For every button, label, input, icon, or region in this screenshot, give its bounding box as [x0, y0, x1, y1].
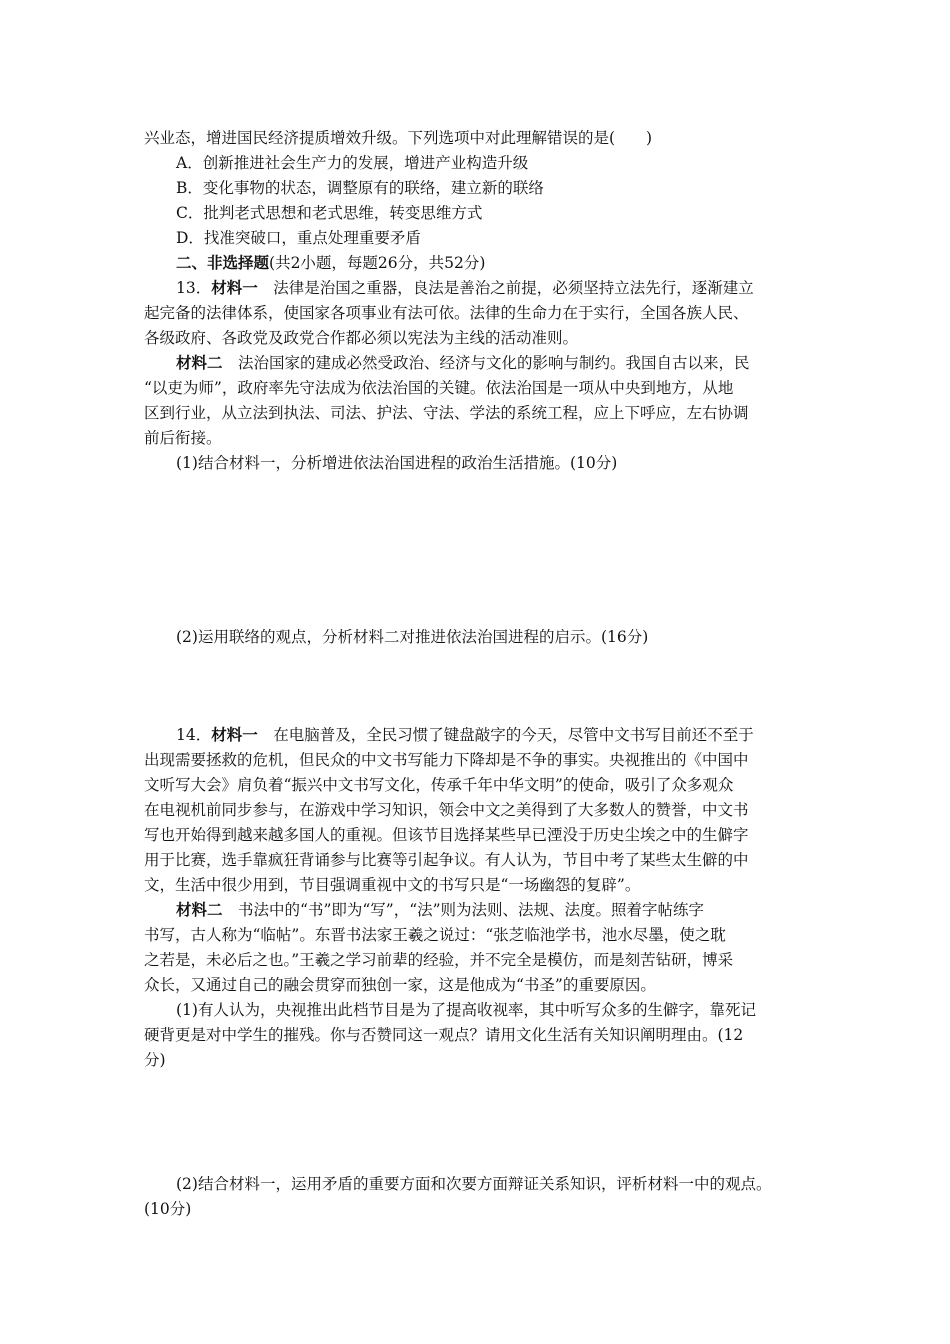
- q13-material2-line: [176, 351, 814, 375]
- q13-subquestion-1: (1)结合材料一，分析增进依法治国进程的政治生活措施。(10分): [176, 454, 618, 472]
- q14-subquestion-1-cont: 分): [144, 1051, 166, 1069]
- q14-material2-text: 众长，又通过自己的融会贯穿而独创一家，这是他成为“书圣”的重要原因。: [144, 976, 656, 994]
- q13-material2-text: 前后衔接。: [144, 429, 222, 447]
- q13-material1-text: 法律是治国之重器，良法是善治之前提，必须坚持立法先行，逐渐建立: [257, 279, 754, 297]
- q13-material1-text: 起完备的法律体系，使国家各项事业有法可依。法律的生命力在于实行，全国各族人民、: [144, 304, 749, 322]
- q14-material1-line: [176, 723, 814, 747]
- q14-material1-text: 文，生活中很少用到，节目强调重视中文的书写只是“一场幽怨的复辟”。: [144, 876, 641, 894]
- q12-option-d: D．找准突破口，重点处理重要矛盾: [176, 229, 421, 247]
- q14-material1-text: 在电视机前同步参与，在游戏中学习知识，领会中文之美得到了大多数人的赞誉，中文书: [144, 801, 749, 819]
- q12-stem-tail: 兴业态，增进国民经济提质增效升级。下列选项中对此理解错误的是( ): [144, 129, 653, 147]
- q13-subquestion-2: (2)运用联络的观点，分析材料二对推进依法治国进程的启示。(16分): [176, 628, 649, 646]
- q12-option-c: C．批判老式思想和老式思维，转变思维方式: [176, 204, 483, 222]
- section2-note: (共2小题，每题26分，共52分): [269, 254, 486, 272]
- q14-material2-text: 书写，古人称为“临帖”。东晋书法家王羲之说过：“张芝临池学书，池水尽墨，使之耽: [144, 926, 726, 944]
- q14-material1-label: 材料一: [211, 725, 258, 744]
- q14-number: 14．: [176, 726, 212, 744]
- q14-subquestion-2: (2)结合材料一，运用矛盾的重要方面和次要方面辩证关系知识，评析材料一中的观点。: [176, 1175, 772, 1193]
- q14-material2-text: 之若是，未必后之也。”王羲之学习前辈的经验，并不完全是模仿，而是刻苦钻研，博采: [144, 951, 734, 969]
- q14-material2-line: [176, 898, 814, 922]
- q13-material2-text: 法治国家的建成必然受政治、经济与文化的影响与制约。我国自古以来，民: [222, 354, 750, 372]
- q13-number: 13．: [176, 279, 212, 297]
- section2-title: 二、非选择题: [176, 253, 270, 272]
- q14-subquestion-1-cont: 硬背更是对中学生的摧残。你与否赞同这一观点？请用文化生活有关知识阐明理由。(12: [144, 1026, 744, 1044]
- q12-option-a: A．创新推进社会生产力的发展，增进产业构造升级: [176, 154, 529, 172]
- q13-material2-label: 材料二: [176, 353, 223, 372]
- q13-material1-line: [176, 276, 814, 300]
- q14-material1-text: 写也开始得到越来越多国人的重视。但该节目选择某些早已湮没于历史尘埃之中的生僻字: [144, 826, 749, 844]
- q14-material1-text: 用于比赛，选手靠疯狂背诵参与比赛等引起争议。有人认为，节目中考了某些太生僻的中: [144, 851, 749, 869]
- q14-material1-text: 在电脑普及，全民习惯了键盘敲字的今天，尽管中文书写目前还不至于: [257, 726, 754, 744]
- q14-material1-text: 文听写大会》肩负着“振兴中文书写文化，传承千年中华文明”的使命，吸引了众多观众: [144, 776, 734, 794]
- q13-material1-label: 材料一: [211, 278, 258, 297]
- q13-material2-text: “以吏为师”，政府率先守法成为依法治国的关键。依法治国是一项从中央到地方，从地: [144, 379, 734, 397]
- q13-material1-text: 各级政府、各政党及政党合作都必须以宪法为主线的活动准则。: [144, 329, 579, 347]
- q14-subquestion-1: (1)有人认为，央视推出此档节目是为了提高收视率，其中听写众多的生僻字，靠死记: [176, 1001, 756, 1019]
- q14-material2-text: 书法中的“书”即为“写”，“法”则为法则、法规、法度。照着字帖练字: [222, 901, 705, 919]
- q13-material2-text: 区到行业，从立法到执法、司法、护法、守法、学法的系统工程，应上下呼应，左右协调: [144, 404, 749, 422]
- q12-option-b: B．变化事物的状态，调整原有的联络，建立新的联络: [176, 179, 544, 197]
- section2-heading: [176, 251, 846, 275]
- q14-material1-text: 出现需要拯救的危机，但民众的中文书写能力下降却是不争的事实。央视推出的《中国中: [144, 751, 749, 769]
- q14-subquestion-2-cont: (10分): [144, 1200, 192, 1218]
- q14-material2-label: 材料二: [176, 900, 223, 919]
